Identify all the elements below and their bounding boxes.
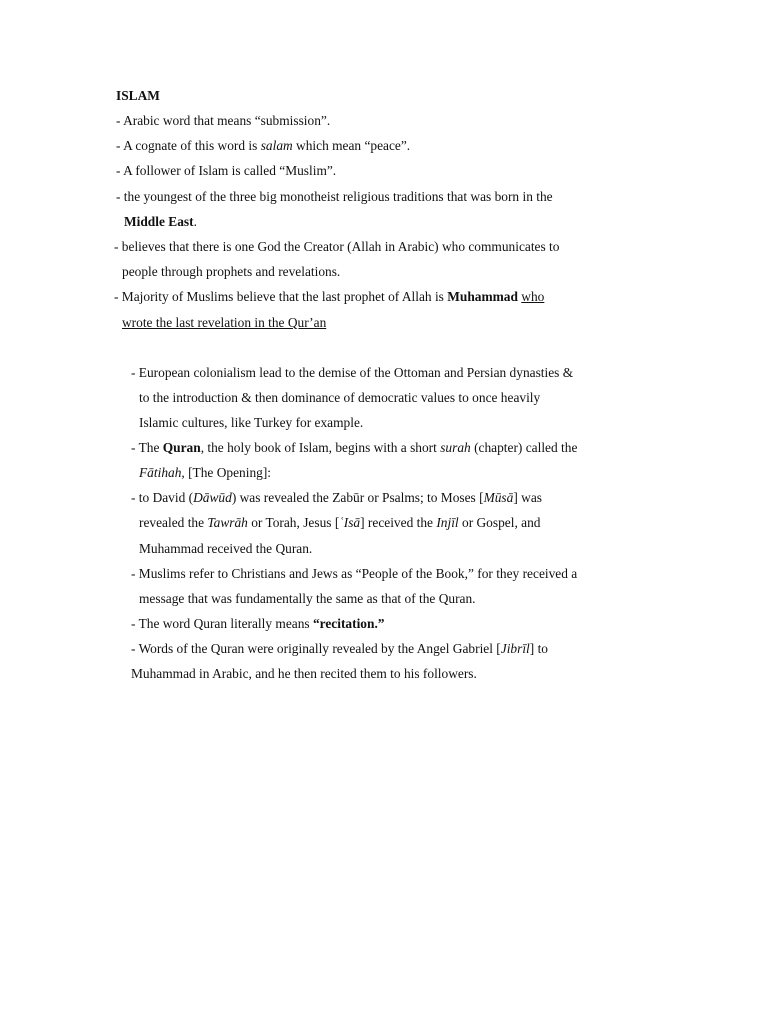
- line-youngest: - the youngest of the three big monotheist religious traditions that was born in the: [116, 189, 553, 204]
- line-recited: Muhammad in Arabic, and he then recited them to his followers.: [131, 666, 477, 681]
- italic-term: Fātihah: [139, 465, 182, 480]
- text-run: - Words of the Quran were originally revealed by the Angel Gabriel [: [131, 641, 501, 656]
- italic-term: salam: [260, 138, 293, 153]
- italic-term: ʿIsā: [339, 515, 361, 530]
- bold-term: “recitation.”: [312, 616, 385, 631]
- text-run: - The word Quran literally means: [131, 616, 313, 631]
- line-middle-east: [124, 214, 197, 230]
- text-run: - Majority of Muslims believe that the last prophet of Allah is: [114, 289, 448, 304]
- italic-term: Dāwūd: [193, 490, 232, 505]
- line-turkey: Islamic cultures, like Turkey for example.: [139, 415, 364, 430]
- text-run: which mean “peace”.: [292, 138, 411, 153]
- bold-term: Middle East: [124, 214, 194, 229]
- underlined-text: who: [521, 289, 545, 304]
- italic-term: Injīl: [436, 515, 459, 530]
- line-prophets: people through prophets and revelations.: [122, 264, 341, 279]
- line-recitation: [131, 616, 385, 632]
- document-title: ISLAM: [116, 88, 160, 103]
- text-run: , [The Opening]:: [181, 465, 272, 480]
- text-run: - A cognate of this word is: [116, 138, 261, 153]
- italic-term: surah: [440, 440, 471, 455]
- text-run: (chapter) called the: [470, 440, 578, 455]
- text-run: - The: [131, 440, 163, 455]
- line-david-moses: [131, 490, 542, 506]
- line-majority: [114, 289, 544, 305]
- text-run: or Torah, Jesus [: [247, 515, 340, 530]
- text-run: ) was revealed the Zabūr or Psalms; to Moses [: [231, 490, 484, 505]
- line-follower: - A follower of Islam is called “Muslim”.: [116, 163, 337, 178]
- text-run: ] received the: [360, 515, 437, 530]
- bold-term: Quran: [162, 440, 201, 455]
- text-run: ] was: [513, 490, 542, 505]
- line-colonialism: - European colonialism lead to the demise of the Ottoman and Persian dynasties &: [131, 365, 574, 380]
- line-fatihah: [139, 465, 271, 481]
- line-torah-jesus: [139, 515, 540, 531]
- italic-term: Tawrāh: [207, 515, 248, 530]
- line-democratic: to the introduction & then dominance of democratic values to once heavily: [139, 390, 541, 405]
- bold-term: Muhammad: [447, 289, 518, 304]
- line-definition: - Arabic word that means “submission”.: [116, 113, 331, 128]
- line-revelation: wrote the last revelation in the Qur’an: [122, 315, 327, 330]
- line-same-message: message that was fundamentally the same as that of the Quran.: [139, 591, 476, 606]
- text-run: revealed the: [139, 515, 208, 530]
- text-run: .: [193, 214, 197, 229]
- line-muhammad-quran: Muhammad received the Quran.: [139, 541, 313, 556]
- text-run: or Gospel, and: [458, 515, 541, 530]
- text-run: - to David (: [131, 490, 194, 505]
- line-people-of-book: - Muslims refer to Christians and Jews as “People of the Book,” for they received a: [131, 566, 578, 581]
- line-gabriel: [131, 641, 548, 657]
- text-run: , the holy book of Islam, begins with a short: [200, 440, 441, 455]
- text-run: ] to: [529, 641, 549, 656]
- line-cognate: [116, 138, 410, 154]
- italic-term: Jibrīl: [500, 641, 530, 656]
- line-believes: - believes that there is one God the Creator (Allah in Arabic) who communicates to: [114, 239, 560, 254]
- line-quran-book: [131, 440, 577, 456]
- italic-term: Mūsā: [483, 490, 514, 505]
